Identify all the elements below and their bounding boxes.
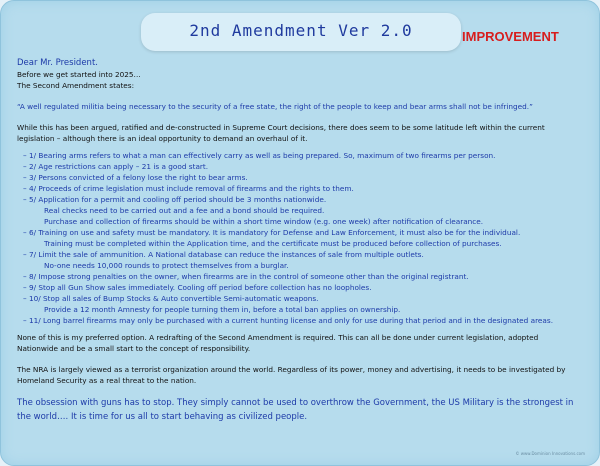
proposal-item: – 7/ Limit the sale of ammunition. A National database can reduce the instances of sale from multiple outlets.: [23, 250, 424, 259]
proposal-list: [17, 150, 593, 326]
proposal-item: – 3/ Persons convicted of a felony lose the right to bear arms.: [23, 173, 248, 182]
page-title: 2nd Amendment Ver 2.0: [189, 21, 413, 40]
proposal-item: – 1/ Bearing arms refers to what a man can effectively carry as well as being prepared. So, maximum of two firearms per person.: [23, 151, 496, 160]
proposal-item: – 6/ Training on use and safety must be mandatory. It is mandatory for Defense and Law Enforcement, it must also be for the individual.: [23, 228, 521, 237]
proposal-item: – 10/ Stop all sales of Bump Stocks & Auto convertible Semi-automatic weapons.: [23, 294, 319, 303]
proposal-sub-item: No-one needs 10,000 rounds to protect themselves from a burglar.: [44, 261, 289, 270]
proposal-item: – 5/ Application for a permit and cooling off period should be 3 months nationwide.: [23, 195, 327, 204]
intro-line-2: The Second Amendment states:: [17, 81, 135, 90]
paragraph-2-line-2: Nationwide and be a small start to the concept of responsibility.: [17, 344, 251, 353]
proposal-item: – 11/ Long barrel firearms may only be purchased with a current hunting license and only for use during that period and in the designated areas.: [23, 316, 554, 325]
letter-body: [17, 57, 593, 424]
title-banner: [141, 13, 461, 51]
proposal-item: – 8/ Impose strong penalties on the owner, when firearms are in the control of someone other than the original registrant.: [23, 272, 469, 281]
proposal-sub-item: Purchase and collection of firearms should be within a short time window (e.g. one week) after notification of clearance.: [44, 217, 484, 226]
proposal-item: – 4/ Proceeds of crime legislation must include removal of firearms and the rights to them.: [23, 184, 354, 193]
proposal-item: – 2/ Age restrictions can apply – 21 is a good start.: [23, 162, 209, 171]
amendment-quote: “A well regulated militia being necessary to the security of a free state, the right of the people to keep and bear arms shall not be infringed.”: [17, 102, 533, 111]
paragraph-1-line-2: legislation – although there is an ideal opportunity to demand an overhaul of it.: [17, 134, 308, 143]
improvement-badge: IMPROVEMENT: [462, 29, 559, 44]
proposal-item: – 9/ Stop all Gun Show sales immediately. Cooling off period before collection has no loopholes.: [23, 283, 372, 292]
copyright-notice: © www.Dominion Innovations.com: [515, 451, 585, 456]
closing-statement: The obsession with guns has to stop. They simply cannot be used to overthrow the Government, the US Military is the strongest in the world…. It is time for us all to start behaving as civilized people.: [17, 398, 574, 422]
paragraph-3-line-1: The NRA is largely viewed as a terrorist organization around the world. Regardless of its power, money and advertising, it needs to be investigated by: [17, 365, 566, 374]
intro-line-1: Before we get started into 2025…: [17, 70, 141, 79]
proposal-sub-item: Provide a 12 month Amnesty for people turning them in, before a total ban applies on ownership.: [44, 305, 401, 314]
paragraph-1-line-1: While this has been argued, ratified and de-constructed in Supreme Court decisions, there does seem to be some latitude left within the current: [17, 123, 545, 132]
proposal-sub-item: Real checks need to be carried out and a fee and a bond should be required.: [44, 206, 325, 215]
paragraph-2-line-1: None of this is my preferred option. A redrafting of the Second Amendment is required. This can all be done under current legislation, adopted: [17, 333, 539, 342]
salutation: Dear Mr. President.: [17, 58, 98, 68]
paragraph-3-line-2: Homeland Security as a real threat to the nation.: [17, 376, 197, 385]
proposal-sub-item: Training must be completed within the Application time, and the certificate must be produced before collection of purchases.: [44, 239, 502, 248]
